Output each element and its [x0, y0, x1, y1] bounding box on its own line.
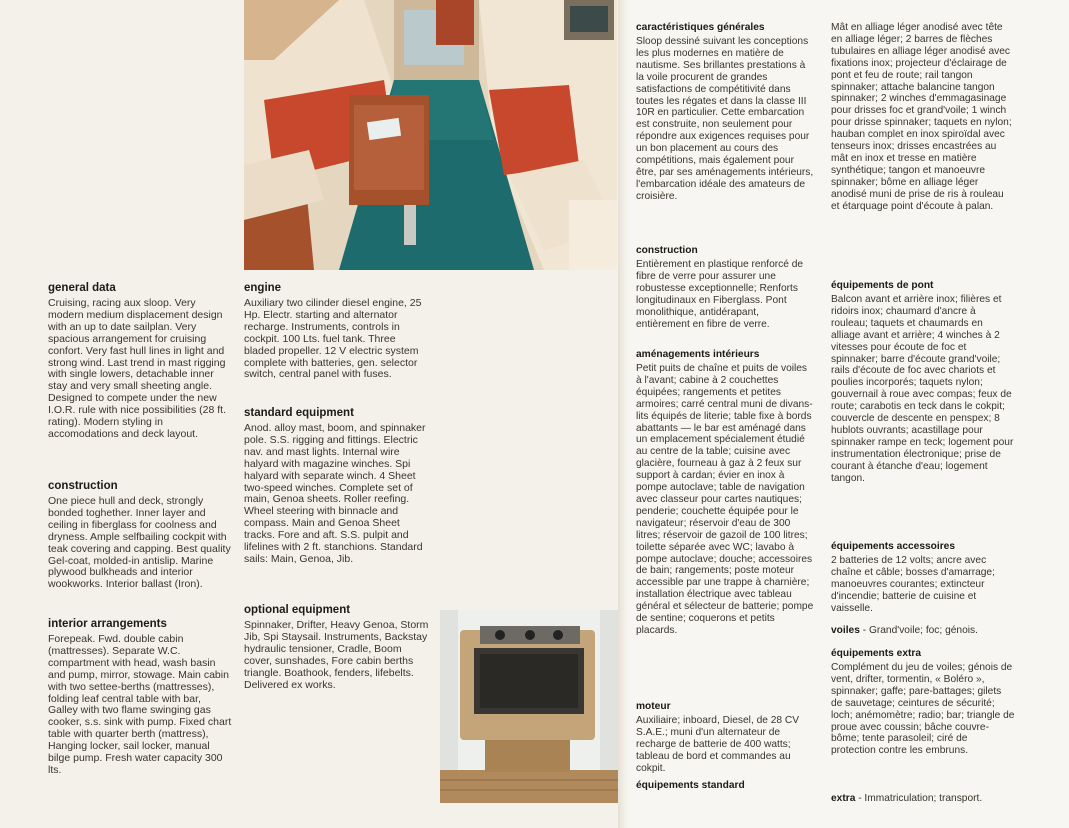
moteur-section — [636, 701, 814, 775]
section-heading: standard equipment — [244, 407, 354, 419]
extra-section — [831, 793, 1015, 805]
section-body: 2 batteries de 12 volts; ancre avec chaîne et câble; bosses d'amarrage; manoeuvres courantes; extincteur d'incendie; batterie de cuisine et vaisselle. — [831, 555, 995, 614]
section-body: Spinnaker, Drifter, Heavy Genoa, Storm Jib, Spi Staysail. Instruments, Backstay hydraulic tensioner, Cradle, Boom cover, sunshades, Fore cabin berths triangle. Boathook, fenders, lifebelts. Delivered ex works. — [244, 619, 429, 691]
section-heading: voiles — [831, 625, 860, 636]
general-data-section — [48, 282, 233, 441]
equipements-accessoires-section — [831, 541, 1015, 615]
equipements-standard-section — [636, 780, 814, 794]
voiles-section — [831, 625, 1015, 637]
section-heading: optional equipment — [244, 604, 351, 616]
section-body: Mât en alliage léger anodisé avec tête en alliage léger; 2 barres de flèches tubulaires en alliage léger anodisé avec fixations inox; projecteur d'éclairage de pont et feu de route; rail tangon spinnaker; attache balancine tangon spinnaker; 2 winches d'emmagasinage pour drisses foc et grand'voile; 1 winch pour drisse spinnaker; taquets en nylon; hauban complet en inox spiroïdal avec tenseurs inox; drisses encastrées au mât en inox et tresse en matière synthétique; tangon et manoeuvre spinnaker; bôme en alliage léger anodisé muni de prise de ris à rouleau et étarquage point d'écoute à palan. — [831, 22, 1012, 212]
section-heading: construction — [636, 245, 698, 256]
equipements-standard-body-section — [831, 22, 1015, 213]
section-body: Petit puits de chaîne et puits de voiles à l'avant; cabine à 2 couchettes équipées; rangements et petites armoires; carré central muni de divans-lits équipés de literie; table fixe à bords abattants — le bar est aménagé dans un emplacement spécialement étudié au centre de la table; cuisine avec glacière, fourneau à gaz à 2 feux sur support à cardan; évier en inox à pompe autoclave; table de navigation avec classeur pour cartes nautiques; penderie; couchette équipée pour le navigateur; réservoir d'eau de 300 litres; réservoir de gazoil de 100 litres; toilette séparée avec WC; lavabo à pompe autoclave; douche; accessoires de bain; rangements; poste moteur accessible par une trappe à charnière; installation électrique avec tableau général et sélecteur de batterie; pompe de sentine; coquerons et petits placards. — [636, 363, 814, 636]
amenagements-section — [636, 349, 814, 637]
interior-arrangements-section — [48, 618, 233, 777]
section-body: One piece hull and deck, strongly bonded toghether. Inner layer and ceiling in fiberglass for coolness and dryness. Ample selfbailing cockpit with teak covering and capping. Best quality Gel-coat, molded-in antislip. Marine plywood bulkheads and interior wookworks. Interior ballast (Iron). — [48, 495, 231, 591]
standard-equipment-section — [244, 407, 429, 566]
section-body: - Grand'voile; foc; génois. — [859, 625, 978, 636]
equipements-pont-section — [831, 280, 1015, 485]
construction-fr-section — [636, 245, 814, 330]
section-body: Sloop dessiné suivant les conceptions les plus modernes en matière de nautisme. Ses brillantes prestations à la voile procurent de grandes satisfactions de compétitivité dans toutes les régates et dans la classe III 10R en particulier. Cette embarcation est construite, non seulement pour répondre aux exigences requises pour un bon placement au cours des compétitions, mais également pour être, par ses aménagements intérieurs, l'embarcation idéale des amateurs de croisière. — [636, 36, 814, 202]
section-heading: general data — [48, 282, 116, 294]
section-body: Forepeak. Fwd. double cabin (mattresses). Separate W.C. compartment with head, wash basin and pump, mirror, stowage. Main cabin with two settee-berths (mattresses), folding leaf central table with bar, Galley with two flame swinging gas cooker, s.s. sink with pump. Fixed chart table with quarter berth (mattress), Hanging locker, sail locker, manual bilge pump. Fresh water capacity 300 lts. — [48, 633, 232, 776]
section-body: Balcon avant et arrière inox; filières et ridoirs inox; chaumard d'ancre à rouleau; taquets et chaumards en alliage avant et arrière; 4 winches à 2 vitesses pour écoute de foc et spinnaker; barre d'écoute grand'voile; rails d'écoute de foc avec chariots et poulies incorporés; taquets nylon; gouvernail à roue avec compas; feux de route; carabotis en teck dans le cokpit; couvercle de descente en penspex; 8 hublots ouvrants; acastillage pour spinnaker rampe en teck; logement pour instrumentation électronique; prise de courant à étanche d'eau; logement tangon. — [831, 294, 1014, 484]
equipements-extra-section — [831, 648, 1015, 757]
section-body: Auxiliaire; inboard, Diesel, de 28 CV S.A.E.; muni d'un alternateur de recharge de batterie de 400 watts; tableau de bord et commandes au cokpit. — [636, 715, 800, 774]
section-heading: aménagements intérieurs — [636, 349, 760, 360]
page-gutter — [618, 0, 630, 828]
section-body: Complément du jeu de voiles; génois de vent, drifter, tormentin, « Boléro », spinnaker; gaffe; pare-battages; gilets de sauvetage; ceintures de sécurité; loch; anémomètre; radio; bar; triangle de proue avec coussin; bâche couvre-bôme; tente parasoleil; ciré de protection contre les embruns. — [831, 662, 1015, 757]
section-body: - Immatriculation; transport. — [855, 793, 983, 804]
section-heading: engine — [244, 282, 282, 294]
section-heading: caractéristiques générales — [636, 22, 765, 33]
optional-equipment-section — [244, 604, 429, 691]
engine-section — [244, 282, 429, 381]
section-heading: construction — [48, 480, 118, 492]
section-heading: interior arrangements — [48, 618, 167, 630]
section-heading: équipements extra — [831, 648, 922, 659]
caracteristiques-section — [636, 22, 814, 203]
section-heading: extra — [831, 793, 856, 804]
section-heading: équipements standard — [636, 780, 745, 791]
section-body: Auxiliary two cilinder diesel engine, 25 Hp. Electr. starting and alternator recharge. Instruments, controls in cockpit. 100 Lts. fuel tank. Three bladed propeller. 12 V electric system complete with batteries, gen. selector switch, central panel with fuses. — [244, 297, 422, 381]
cockpit-binnacle-photo — [440, 610, 618, 803]
section-body: Anod. alloy mast, boom, and spinnaker pole. S.S. rigging and fittings. Electric nav. and mast lights. Internal wire halyard with magazine winches. Spi halyard with separate winch. 4 Sheet two-speed winches. Complete set of main, Genoa sheets. Roller reefing. Wheel steering with binnacle and compass. Main and Genoa Sheet tracks. Fore and aft. S.S. pulpit and lifelines with 2 ft. stanchions. Standard sails: Main, Genoa, Jib. — [244, 422, 426, 565]
section-heading: équipements de pont — [831, 280, 934, 291]
cabin-interior-photo — [244, 0, 617, 270]
section-heading: moteur — [636, 701, 671, 712]
section-heading: équipements accessoires — [831, 541, 956, 552]
section-body: Entièrement en plastique renforcé de fibre de verre pour assurer une robustesse exceptionnelle; Renforts longitudinaux en Fiberglass. Pont monolithique, antidérapant, entièrement en fibre de verre. — [636, 259, 804, 330]
construction-section — [48, 480, 233, 591]
section-body: Cruising, racing aux sloop. Very modern medium displacement design with an up to date sailplan. Very spacious arrangement for cruising confort. Very fast hull lines in light and strong wind. Last trend in mast rigging with single lowers, detachable inner stay and very small sheeting angle. Designed to compete under the new I.O.R. rule with nice possibilities (28 ft. rating). Modern styling in accomodations and deck layout. — [48, 297, 226, 440]
